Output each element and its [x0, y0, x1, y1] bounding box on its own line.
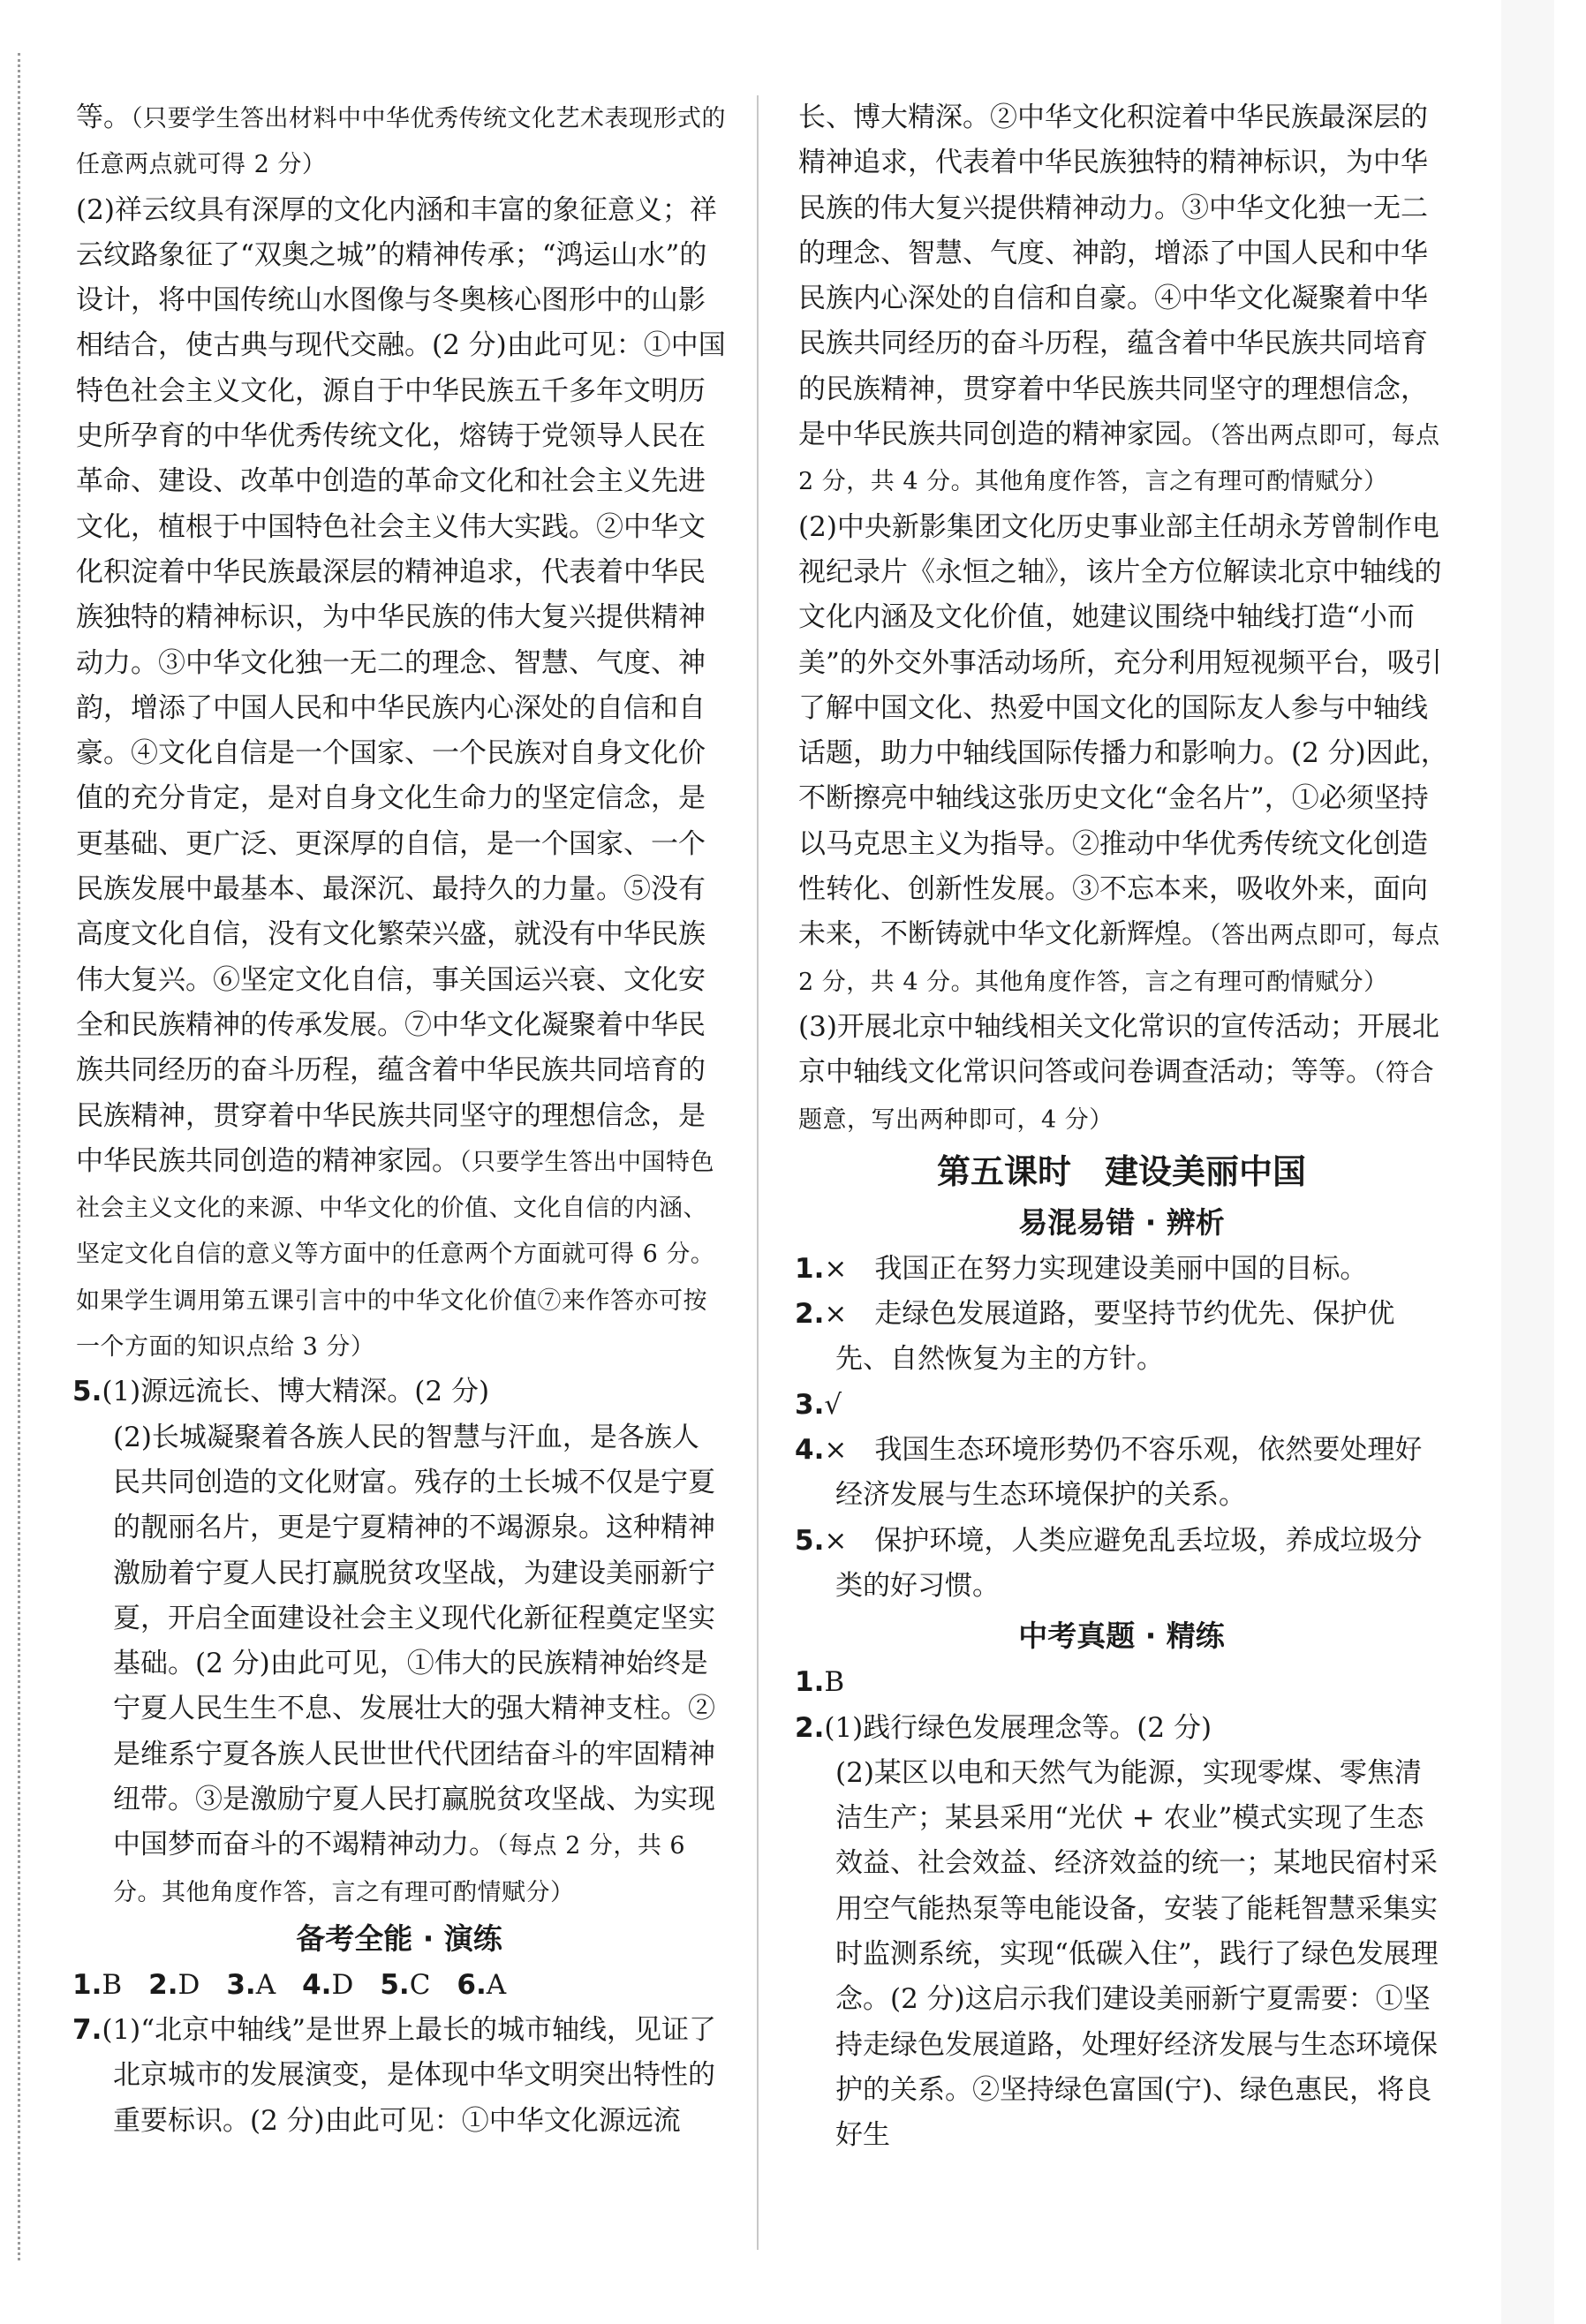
scoring-note: （只要学生答出中国特色社会主义文化的来源、中华文化的价值、文化自信的内涵、坚定文化自信的意义等方面中的任意两个方面就可得 6 分。如果学生调用第五课引言中的中华文化价值⑦来作答亦可按一个方面的知识点给 3 分）	[76, 1148, 715, 1362]
section-title: 中考真题 · 精练	[1018, 1618, 1225, 1654]
answer-body: (2)长城凝聚着各族人民的智慧与汗血，是各族人民共同创造的文化财富。残存的土长城不仅是宁夏的靓丽名片，更是宁夏精神的不竭源泉。这种精神激励着宁夏人民打赢脱贫攻坚战，为建设美丽新宁夏，开启全面建设社会主义现代化新征程奠定坚实基础。(2 分)由此可见，①伟大的民族精神始终是宁夏人民生生不息、发展壮大的强大精神支柱。②是维系宁夏各族人民世世代代团结奋斗的牢固精神纽带。③是激励宁夏人民打赢脱贫攻坚战、为实现中国梦而奋斗的不竭精神动力。	[113, 1421, 715, 1861]
scoring-note: （答出两点即可，每点 2 分，共 4 分。其他角度作答，言之有理可酌情赋分）	[798, 422, 1440, 496]
page-edge-shade	[1501, 0, 1554, 2324]
mc-answer: 5.C	[380, 1968, 431, 2001]
mc-answer: 3.A	[226, 1968, 276, 2001]
question-number: 5.	[72, 1376, 102, 1408]
judgement-mark: ×	[824, 1298, 848, 1331]
question-5-part-2	[72, 1415, 726, 1915]
answer-text	[72, 95, 726, 188]
true-false-item: 1.× 我国正在努力实现建设美丽中国的目标。	[795, 1252, 1368, 1285]
scoring-note: （每点 2 分，共 6 分。其他角度作答，言之有理可酌情赋分）	[113, 1832, 686, 1906]
scoring-note: （符合题意，写出两种即可，4 分）	[798, 1060, 1434, 1134]
judgement-mark: √	[824, 1388, 842, 1421]
question-7-answer	[72, 2008, 726, 2144]
mc-answer: 4.D	[302, 1968, 354, 2001]
true-false-item: 5.× 保护环境，人类应避免乱丢垃圾，养成垃圾分类的好习惯。	[795, 1524, 1423, 1602]
right-column	[795, 95, 1448, 2158]
answer-body: (1)“北京中轴线”是世界上最长的城市轴线，见证了北京城市的发展演变，是体现中华文明突出特性的重要标识。(2 分)由此可见：①中华文化源远流	[102, 2014, 716, 2137]
true-false-item: 3.√	[795, 1388, 842, 1421]
left-column	[72, 95, 726, 2144]
question-number: 7.	[72, 2014, 102, 2047]
scoring-note: （只要学生答出材料中中华优秀传统文化艺术表现形式的任意两点就可得 2 分）	[76, 105, 726, 179]
multiple-choice-answers	[72, 1963, 726, 2008]
scoring-note: （答出两点即可，每点 2 分，共 4 分。其他角度作答，言之有理可酌情赋分）	[798, 922, 1440, 996]
mc-answer: 1.B	[72, 1968, 123, 2001]
judgement-mark: ×	[824, 1524, 848, 1557]
answer-text	[795, 1005, 1448, 1143]
binding-dotted-line	[18, 53, 20, 2260]
answer-body: 长、博大精深。②中华文化积淀着中华民族最深层的精神追求，代表着中华民族独特的精神标识，为中华民族的伟大复兴提供精神动力。③中华文化独一无二的理念、智慧、气度、神韵，增添了中国人民和中华民族内心深处的自信和自豪。④中华文化凝聚着中华民族共同经历的奋斗历程，蕴含着中华民族共同培育的民族精神，贯穿着中华民族共同坚守的理想信念，是中华民族共同创造的精神家园。	[798, 102, 1428, 451]
judgement-mark: ×	[824, 1434, 848, 1467]
answer-text	[795, 505, 1448, 1005]
answer-body: (3)开展北京中轴线相关文化常识的宣传活动；开展北京中轴线文化常识问答或问卷调查活动；等等。	[798, 1010, 1439, 1089]
true-false-item: 4.× 我国生态环境形势仍不容乐观，依然要处理好经济发展与生态环境保护的关系。	[795, 1434, 1423, 1512]
answer-text	[795, 95, 1448, 505]
question-5-answer	[72, 1370, 726, 1415]
answer-part-1: (1)源远流长、博大精深。(2 分)	[102, 1376, 490, 1408]
exam-answer-2: 2.(1)践行绿色发展理念等。(2 分)	[795, 1711, 1212, 1744]
exam-answer-2-part-2: (2)某区以电和天然气为能源，实现零煤、零焦清洁生产；某县采用“光伏 + 农业”模式实现了生态效益、社会效益、经济效益的统一；某地民宿村采用空气能热泵等电能设备，安装了能耗智慧采集实时监测系统，实现“低碳入住”，践行了绿色发展理念。(2 分)这启示我们建设美丽新宁夏需要：①坚持走绿色发展道路，处理好经济发展与生态环境保护的关系。②坚持绿色富国(宁)、绿色惠民，将良好生	[835, 1756, 1439, 2152]
mc-answer: 6.A	[457, 1968, 507, 2001]
exam-answer-1: 1.B	[795, 1666, 845, 1699]
true-false-item: 2.× 走绿色发展道路，要坚持节约优先、保护优先、自然恢复为主的方针。	[795, 1298, 1395, 1376]
answer-body: (2)祥云纹具有深厚的文化内涵和丰富的象征意义；祥云纹路象征了“双奥之城”的精神传承；“鸿运山水”的设计，将中国传统山水图像与冬奥核心图形中的山影相结合，使古典与现代交融。(2 分)由此可见：①中国特色社会主义文化，源自于中华民族五千多年文明历史所孕育的中华优秀传统文化，熔铸于党领导人民在革命、建设、改革中创造的革命文化和社会主义先进文化，植根于中国特色社会主义伟大实践。②中华文化积淀着中华民族最深层的精神追求，代表着中华民族独特的精神标识，为中华民族的伟大复兴提供精神动力。③中华文化独一无二的理念、智慧、气度、神韵，增添了中国人民和中华民族内心深处的自信和自豪。④文化自信是一个国家、一个民族对自身文化价值的充分肯定，是对自身文化生命力的坚定信念，是更基础、更广泛、更深厚的自信，是一个国家、一个民族发展中最基本、最深沉、最持久的力量。⑤没有高度文化自信，没有文化繁荣兴盛，就没有中华民族伟大复兴。⑥坚定文化自信，事关国运兴衰、文化安全和民族精神的传承发展。⑦中华文化凝聚着中华民族共同经历的奋斗历程，蕴含着中华民族共同培育的民族精神，贯穿着中华民族共同坚守的理想信念，是中华民族共同创造的精神家园。	[76, 193, 726, 1177]
judgement-mark: ×	[824, 1252, 848, 1285]
mc-answer: 2.D	[148, 1968, 200, 2001]
column-divider	[757, 95, 759, 2250]
answer-body: (2)中央新影集团文化历史事业部主任胡永芳曾制作电视纪录片《永恒之轴》，该片全方位解读北京中轴线的文化内涵及文化价值，她建议围绕中轴线打造“小而美”的外交外事活动场所，充分利用短视频平台，吸引了解中国文化、热爱中国文化的国际友人参与中轴线话题，助力中轴线国际传播力和影响力。(2 分)因此，不断擦亮中轴线这张历史文化“金名片”，①必须坚持以马克思主义为指导。②推动中华优秀传统文化创造性转化、创新性发展。③不忘本来，吸收外来，面向未来，不断铸就中华文化新辉煌。	[798, 510, 1448, 951]
answer-text	[72, 188, 726, 1370]
answer-line: 等。	[76, 102, 131, 133]
section-title: 备考全能 · 演练	[296, 1920, 502, 1956]
lesson-title: 第五课时 建设美丽中国	[936, 1151, 1306, 1191]
section-title: 易混易错 · 辨析	[1018, 1204, 1225, 1240]
